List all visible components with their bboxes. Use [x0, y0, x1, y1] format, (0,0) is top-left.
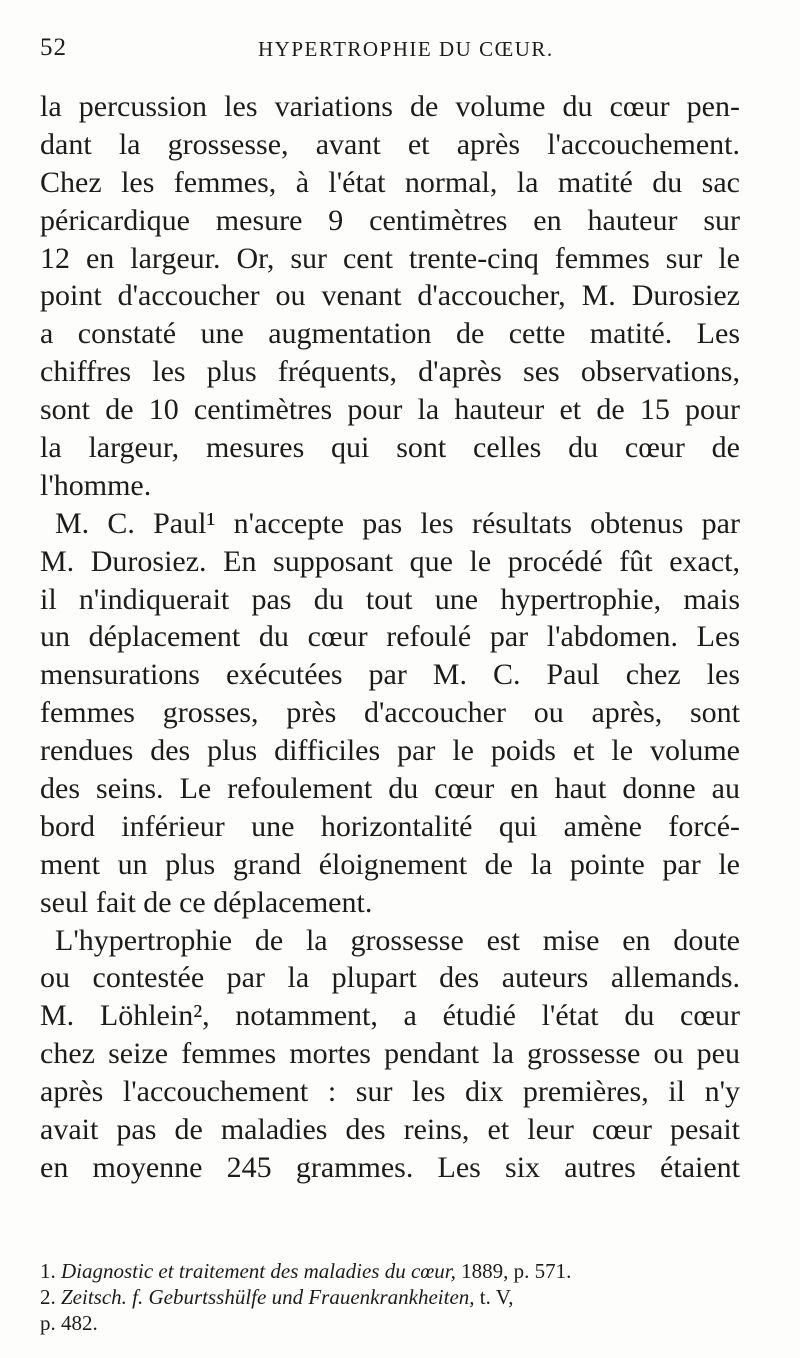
text-line: après l'accouchement : sur les dix premières, il n'y — [40, 1075, 740, 1109]
text-line: en moyenne 245 grammes. Les six autres étaient — [40, 1150, 740, 1184]
text-line: chez seize femmes mortes pendant la grossesse ou peu — [40, 1037, 740, 1071]
text-line: un déplacement du cœur refoulé par l'abdomen. Les — [40, 620, 740, 654]
page-number: 52 — [40, 34, 67, 61]
page-header — [40, 34, 740, 64]
text-line: ment un plus grand éloignement de la pointe par le — [40, 847, 740, 881]
text-line: seul fait de ce déplacement. — [40, 885, 373, 919]
text-line: dant la grossesse, avant et après l'accouchement. — [40, 127, 740, 161]
text-line: bord inférieur une horizontalité qui amène forcé- — [40, 809, 740, 843]
text-line: il n'indiquerait pas du tout une hypertrophie, mais — [40, 582, 740, 616]
footnote-title: Zeitsch. f. Geburtsshülfe und Frauenkrankheiten, — [61, 1285, 475, 1309]
text-line: avait pas de maladies des reins, et leur cœur pesait — [40, 1113, 740, 1147]
text-line: mensurations exécutées par M. C. Paul chez les — [40, 658, 740, 692]
text-line: L'hypertrophie de la grossesse est mise en doute — [55, 923, 740, 957]
text-line: 12 en largeur. Or, sur cent trente-cinq femmes sur le — [40, 241, 740, 275]
footnotes — [40, 1258, 740, 1336]
running-title: HYPERTROPHIE DU CŒUR. — [258, 37, 554, 61]
footnote-2 — [40, 1284, 740, 1310]
text-line: sont de 10 centimètres pour la hauteur et de 15 pour — [40, 393, 740, 427]
body-text — [40, 88, 740, 1187]
text-line: chiffres les plus fréquents, d'après ses observations, — [40, 355, 740, 389]
text-line: la percussion les variations de volume du cœur pen- — [40, 90, 740, 123]
text-line: ou contestée par la plupart des auteurs allemands. — [40, 961, 740, 995]
text-line: point d'accoucher ou venant d'accoucher, M. Durosiez — [40, 279, 740, 313]
text-line: a constaté une augmentation de cette matité. Les — [40, 317, 740, 351]
footnote-number: 1. — [40, 1259, 56, 1283]
text-line: rendues des plus difficiles par le poids et le volume — [40, 734, 740, 768]
text-line: M. Löhlein², notamment, a étudié l'état du cœur — [40, 999, 740, 1033]
footnote-reference: p. 482. — [40, 1311, 98, 1335]
footnote-1 — [40, 1258, 740, 1284]
footnote-title: Diagnostic et traitement des maladies du cœur, — [61, 1259, 456, 1283]
footnote-number: 2. — [40, 1285, 56, 1309]
text-line: l'homme. — [40, 468, 152, 502]
text-line: femmes grosses, près d'accoucher ou après, sont — [40, 696, 740, 730]
footnote-reference: t. V, — [479, 1285, 514, 1309]
footnote-2-continuation — [40, 1310, 740, 1336]
text-line: des seins. Le refoulement du cœur en haut donne au — [40, 772, 740, 806]
text-line: Chez les femmes, à l'état normal, la matité du sac — [40, 165, 740, 199]
text-line: la largeur, mesures qui sont celles du cœur de — [40, 431, 740, 465]
text-line: M. C. Paul¹ n'accepte pas les résultats obtenus par — [55, 506, 740, 540]
text-line: M. Durosiez. En supposant que le procédé fût exact, — [40, 544, 740, 578]
text-line: péricardique mesure 9 centimètres en hauteur sur — [40, 203, 740, 237]
footnote-reference: 1889, p. 571. — [461, 1259, 572, 1283]
